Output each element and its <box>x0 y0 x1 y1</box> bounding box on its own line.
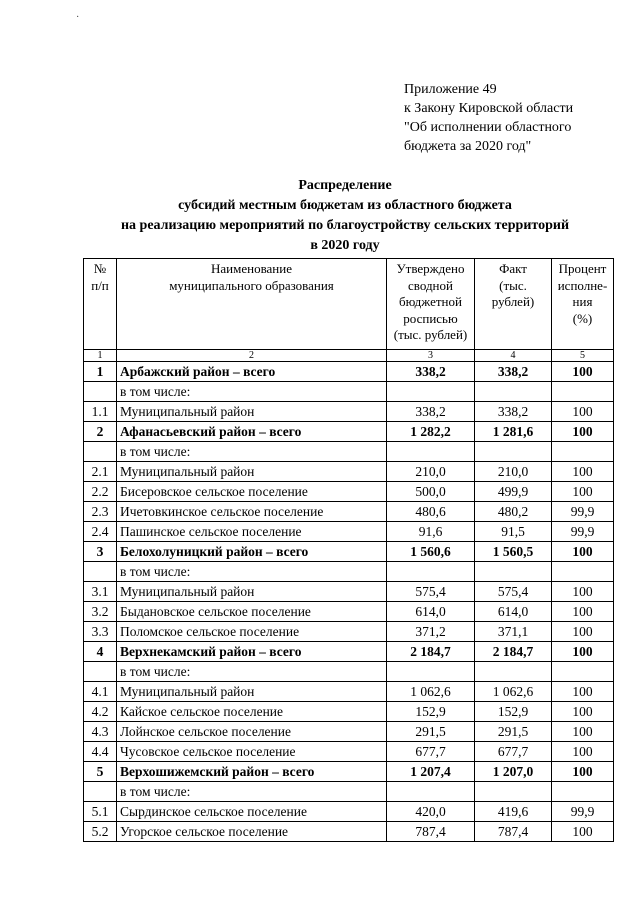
row-fact <box>475 382 552 402</box>
row-approved: 2 184,7 <box>387 642 475 662</box>
row-name: Муниципальный район <box>117 462 387 482</box>
row-name: в том числе: <box>117 382 387 402</box>
row-percent: 100 <box>552 482 614 502</box>
column-number: 3 <box>387 350 475 362</box>
table-row-total <box>84 542 614 562</box>
row-fact: 371,1 <box>475 622 552 642</box>
row-approved: 614,0 <box>387 602 475 622</box>
scan-mark: · <box>76 12 80 23</box>
row-percent: 99,9 <box>552 522 614 542</box>
table-row-subheading <box>84 382 614 402</box>
row-approved: 210,0 <box>387 462 475 482</box>
row-fact: 614,0 <box>475 602 552 622</box>
row-name: Сырдинское сельское поселение <box>117 802 387 822</box>
row-name: Лойнское сельское поселение <box>117 722 387 742</box>
row-name: Муниципальный район <box>117 582 387 602</box>
table-row-subheading <box>84 562 614 582</box>
row-approved <box>387 662 475 682</box>
row-fact <box>475 782 552 802</box>
table-row <box>84 402 614 422</box>
row-percent: 100 <box>552 602 614 622</box>
row-number: 2.3 <box>84 502 117 522</box>
row-number: 3.1 <box>84 582 117 602</box>
header-percent <box>552 259 614 350</box>
table-row-total <box>84 642 614 662</box>
header-text: Наименование <box>211 261 292 276</box>
row-number: 4.2 <box>84 702 117 722</box>
header-text: исполне- <box>557 277 608 293</box>
appendix-line: "Об исполнении областного <box>404 120 572 135</box>
row-approved: 338,2 <box>387 362 475 382</box>
row-percent: 100 <box>552 362 614 382</box>
header-text: № <box>93 261 107 276</box>
row-fact: 677,7 <box>475 742 552 762</box>
row-approved: 1 207,4 <box>387 762 475 782</box>
row-name: Пашинское сельское поселение <box>117 522 387 542</box>
table-row <box>84 742 614 762</box>
row-name: Муниципальный район <box>117 682 387 702</box>
row-number <box>84 782 117 802</box>
row-percent <box>552 662 614 682</box>
row-fact <box>475 662 552 682</box>
column-number-row <box>84 350 614 362</box>
row-fact: 152,9 <box>475 702 552 722</box>
row-fact: 338,2 <box>475 402 552 422</box>
table-header-row <box>84 259 614 350</box>
header-fact <box>475 259 552 350</box>
row-number: 5.2 <box>84 822 117 842</box>
row-number: 5.1 <box>84 802 117 822</box>
header-text: рублей) <box>491 294 535 309</box>
row-number <box>84 442 117 462</box>
header-text: сводной <box>408 277 453 293</box>
row-percent <box>552 382 614 402</box>
row-number <box>84 562 117 582</box>
table-row-subheading <box>84 662 614 682</box>
table-row-total <box>84 762 614 782</box>
row-fact: 419,6 <box>475 802 552 822</box>
row-name: Чусовское сельское поселение <box>117 742 387 762</box>
table-row <box>84 682 614 702</box>
column-number: 2 <box>117 350 387 362</box>
row-approved <box>387 382 475 402</box>
title-line: Распределение <box>298 178 392 193</box>
row-approved: 1 062,6 <box>387 682 475 702</box>
header-text: Факт <box>499 261 527 276</box>
row-name: Угорское сельское поселение <box>117 822 387 842</box>
appendix-block <box>404 80 573 156</box>
row-name: в том числе: <box>117 782 387 802</box>
row-approved <box>387 562 475 582</box>
row-number <box>84 662 117 682</box>
row-fact: 787,4 <box>475 822 552 842</box>
table-row <box>84 702 614 722</box>
row-name: Арбажский район – всего <box>117 362 387 382</box>
row-name: Поломское сельское поселение <box>117 622 387 642</box>
row-number: 4.4 <box>84 742 117 762</box>
row-number: 1 <box>84 362 117 382</box>
table-row <box>84 802 614 822</box>
appendix-line: к Закону Кировской области <box>404 101 574 116</box>
row-fact: 338,2 <box>475 362 552 382</box>
row-name: Бисеровское сельское поселение <box>117 482 387 502</box>
row-approved <box>387 782 475 802</box>
row-name: в том числе: <box>117 442 387 462</box>
row-name: в том числе: <box>117 562 387 582</box>
subsidy-table <box>83 258 614 842</box>
row-fact: 291,5 <box>475 722 552 742</box>
row-number: 2.2 <box>84 482 117 502</box>
row-number: 3.2 <box>84 602 117 622</box>
row-name: Ичетовкинское сельское поселение <box>117 502 387 522</box>
column-number: 5 <box>552 350 614 362</box>
row-number: 2.4 <box>84 522 117 542</box>
row-name: Кайское сельское поселение <box>117 702 387 722</box>
row-approved: 91,6 <box>387 522 475 542</box>
row-percent <box>552 442 614 462</box>
row-number: 2 <box>84 422 117 442</box>
row-approved: 338,2 <box>387 402 475 422</box>
title-line: в 2020 году <box>310 238 380 253</box>
row-approved: 420,0 <box>387 802 475 822</box>
row-percent: 100 <box>552 642 614 662</box>
header-text: муниципального образования <box>169 277 334 293</box>
row-approved: 500,0 <box>387 482 475 502</box>
row-approved: 480,6 <box>387 502 475 522</box>
appendix-line: Приложение 49 <box>404 82 497 97</box>
title-line: субсидий местным бюджетам из областного бюджета <box>178 198 512 213</box>
row-fact: 210,0 <box>475 462 552 482</box>
row-fact: 575,4 <box>475 582 552 602</box>
row-number: 3.3 <box>84 622 117 642</box>
row-name: Афанасьевский район – всего <box>117 422 387 442</box>
row-number: 4 <box>84 642 117 662</box>
header-text: (%) <box>572 310 593 326</box>
row-name: Белохолуницкий район – всего <box>117 542 387 562</box>
row-number: 5 <box>84 762 117 782</box>
table-row <box>84 522 614 542</box>
table-row <box>84 622 614 642</box>
table-row-subheading <box>84 442 614 462</box>
row-percent: 100 <box>552 582 614 602</box>
table-row-subheading <box>84 782 614 802</box>
header-text: росписью <box>403 310 458 326</box>
appendix-line: бюджета за 2020 год" <box>404 139 532 154</box>
header-num <box>84 259 117 350</box>
row-fact <box>475 442 552 462</box>
row-fact: 1 207,0 <box>475 762 552 782</box>
row-fact: 1 560,5 <box>475 542 552 562</box>
row-approved: 1 282,2 <box>387 422 475 442</box>
row-name: в том числе: <box>117 662 387 682</box>
row-approved: 575,4 <box>387 582 475 602</box>
document-title <box>0 176 640 256</box>
row-name: Муниципальный район <box>117 402 387 422</box>
row-percent: 100 <box>552 422 614 442</box>
row-fact: 480,2 <box>475 502 552 522</box>
column-number: 4 <box>475 350 552 362</box>
header-text: Утверждено <box>396 261 465 276</box>
table-row <box>84 602 614 622</box>
header-text: п/п <box>91 277 109 293</box>
row-percent: 100 <box>552 702 614 722</box>
header-text: бюджетной <box>399 294 462 309</box>
table-row <box>84 482 614 502</box>
row-fact: 91,5 <box>475 522 552 542</box>
row-name: Верхнекамский район – всего <box>117 642 387 662</box>
row-percent: 100 <box>552 462 614 482</box>
row-number: 4.3 <box>84 722 117 742</box>
row-number: 1.1 <box>84 402 117 422</box>
row-name: Верхошижемский район – всего <box>117 762 387 782</box>
table-row <box>84 502 614 522</box>
table-row-total <box>84 422 614 442</box>
table-row <box>84 722 614 742</box>
row-name: Быдановское сельское поселение <box>117 602 387 622</box>
row-percent: 99,9 <box>552 802 614 822</box>
table-row <box>84 582 614 602</box>
row-percent: 100 <box>552 762 614 782</box>
row-percent <box>552 562 614 582</box>
row-fact: 1 062,6 <box>475 682 552 702</box>
row-approved: 1 560,6 <box>387 542 475 562</box>
row-approved: 371,2 <box>387 622 475 642</box>
row-fact: 1 281,6 <box>475 422 552 442</box>
row-number: 2.1 <box>84 462 117 482</box>
row-percent: 99,9 <box>552 502 614 522</box>
row-percent: 100 <box>552 622 614 642</box>
row-number: 4.1 <box>84 682 117 702</box>
row-fact: 499,9 <box>475 482 552 502</box>
row-approved <box>387 442 475 462</box>
header-name <box>117 259 387 350</box>
row-percent: 100 <box>552 822 614 842</box>
row-approved: 787,4 <box>387 822 475 842</box>
row-percent: 100 <box>552 402 614 422</box>
row-percent: 100 <box>552 722 614 742</box>
row-percent: 100 <box>552 542 614 562</box>
table-row-total <box>84 362 614 382</box>
header-text: (тыс. рублей) <box>393 327 468 342</box>
header-text: Процент <box>558 261 607 276</box>
row-approved: 677,7 <box>387 742 475 762</box>
row-percent: 100 <box>552 682 614 702</box>
row-percent: 100 <box>552 742 614 762</box>
header-text: ния <box>572 294 593 309</box>
header-approved <box>387 259 475 350</box>
table-row <box>84 462 614 482</box>
column-number: 1 <box>84 350 117 362</box>
row-approved: 152,9 <box>387 702 475 722</box>
row-number: 3 <box>84 542 117 562</box>
row-fact: 2 184,7 <box>475 642 552 662</box>
table-row <box>84 822 614 842</box>
title-line: на реализацию мероприятий по благоустройству сельских территорий <box>120 218 570 233</box>
row-approved: 291,5 <box>387 722 475 742</box>
header-text: (тыс. <box>499 277 527 293</box>
row-percent <box>552 782 614 802</box>
row-number <box>84 382 117 402</box>
row-fact <box>475 562 552 582</box>
